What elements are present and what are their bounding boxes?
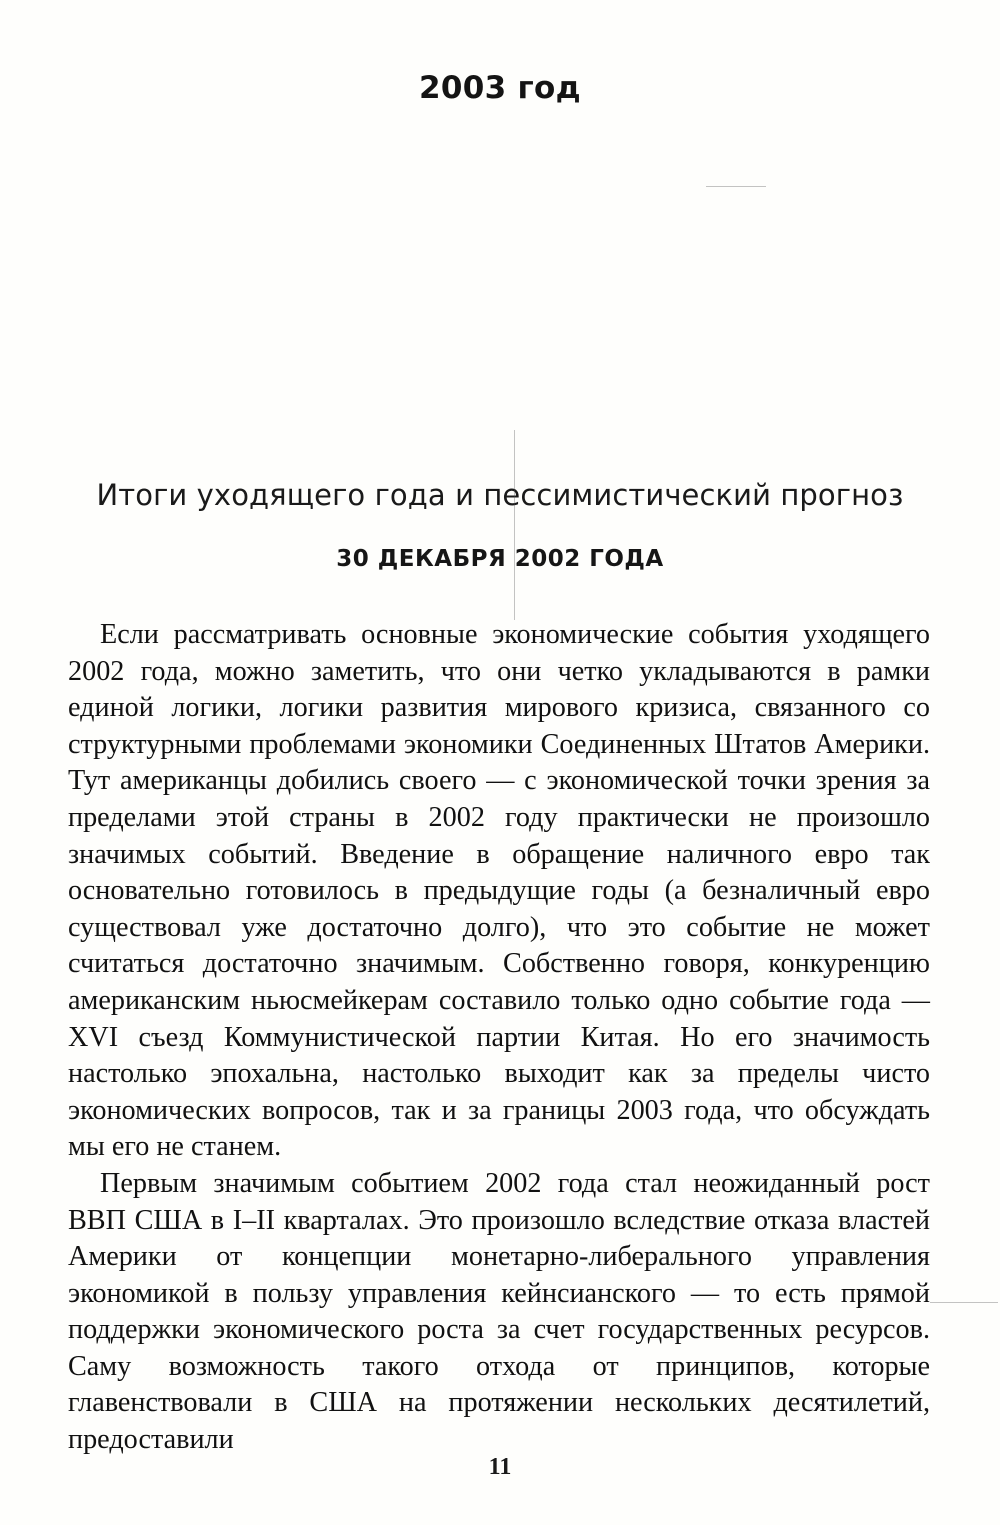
paragraph-1: Если рассматривать основные экономические события уходящего 2002 года, можно заметить, что они четко укладываются в рамки единой логики, логики развития мирового кризиса, связанного со структурными проблемами экономики Соединенных Штатов Америки. Тут американцы добились своего — с экономической точки зрения за пределами этой страны в 2002 году практически не произошло значимых событий. Введение в обращение наличного евро так основательно готовилось в предыдущие годы (а безналичный евро существовал уже достаточно долго), что это событие не может считаться достаточно значимым. Собственно говоря, конкуренцию американским ньюсмейкерам составило только одно событие года — XVI съезд Коммунистической партии Китая. Но его значимость настолько эпохальна, настолько выходит как за пределы чисто экономических вопросов, так и за границы 2003 года, что обсуждать мы его не станем.: [68, 619, 930, 1163]
page-number: 11: [488, 1454, 512, 1480]
scan-artifact-line: [706, 186, 766, 187]
article-date: 30 ДЕКАБРЯ 2002 ГОДА: [336, 546, 664, 572]
scan-artifact-line: [930, 1302, 998, 1303]
article-body: [68, 617, 930, 1459]
paragraph-2: Первым значимым событием 2002 года стал неожиданный рост ВВП США в I–II кварталах. Это произошло вследствие отказа властей Америки от концепции монетарно-либерального управления экономикой в пользу управления кейнсианского — то есть прямой поддержки экономического роста за счет государственных ресурсов. Саму возможность такого отхода от принципов, которые главенствовали в США на протяжении нескольких десятилетий, предоставили: [68, 1167, 930, 1456]
chapter-year-heading: 2003 год: [418, 70, 581, 106]
scan-artifact-line: [514, 430, 515, 620]
article-title: Итоги уходящего года и пессимистический прогноз: [96, 478, 904, 512]
